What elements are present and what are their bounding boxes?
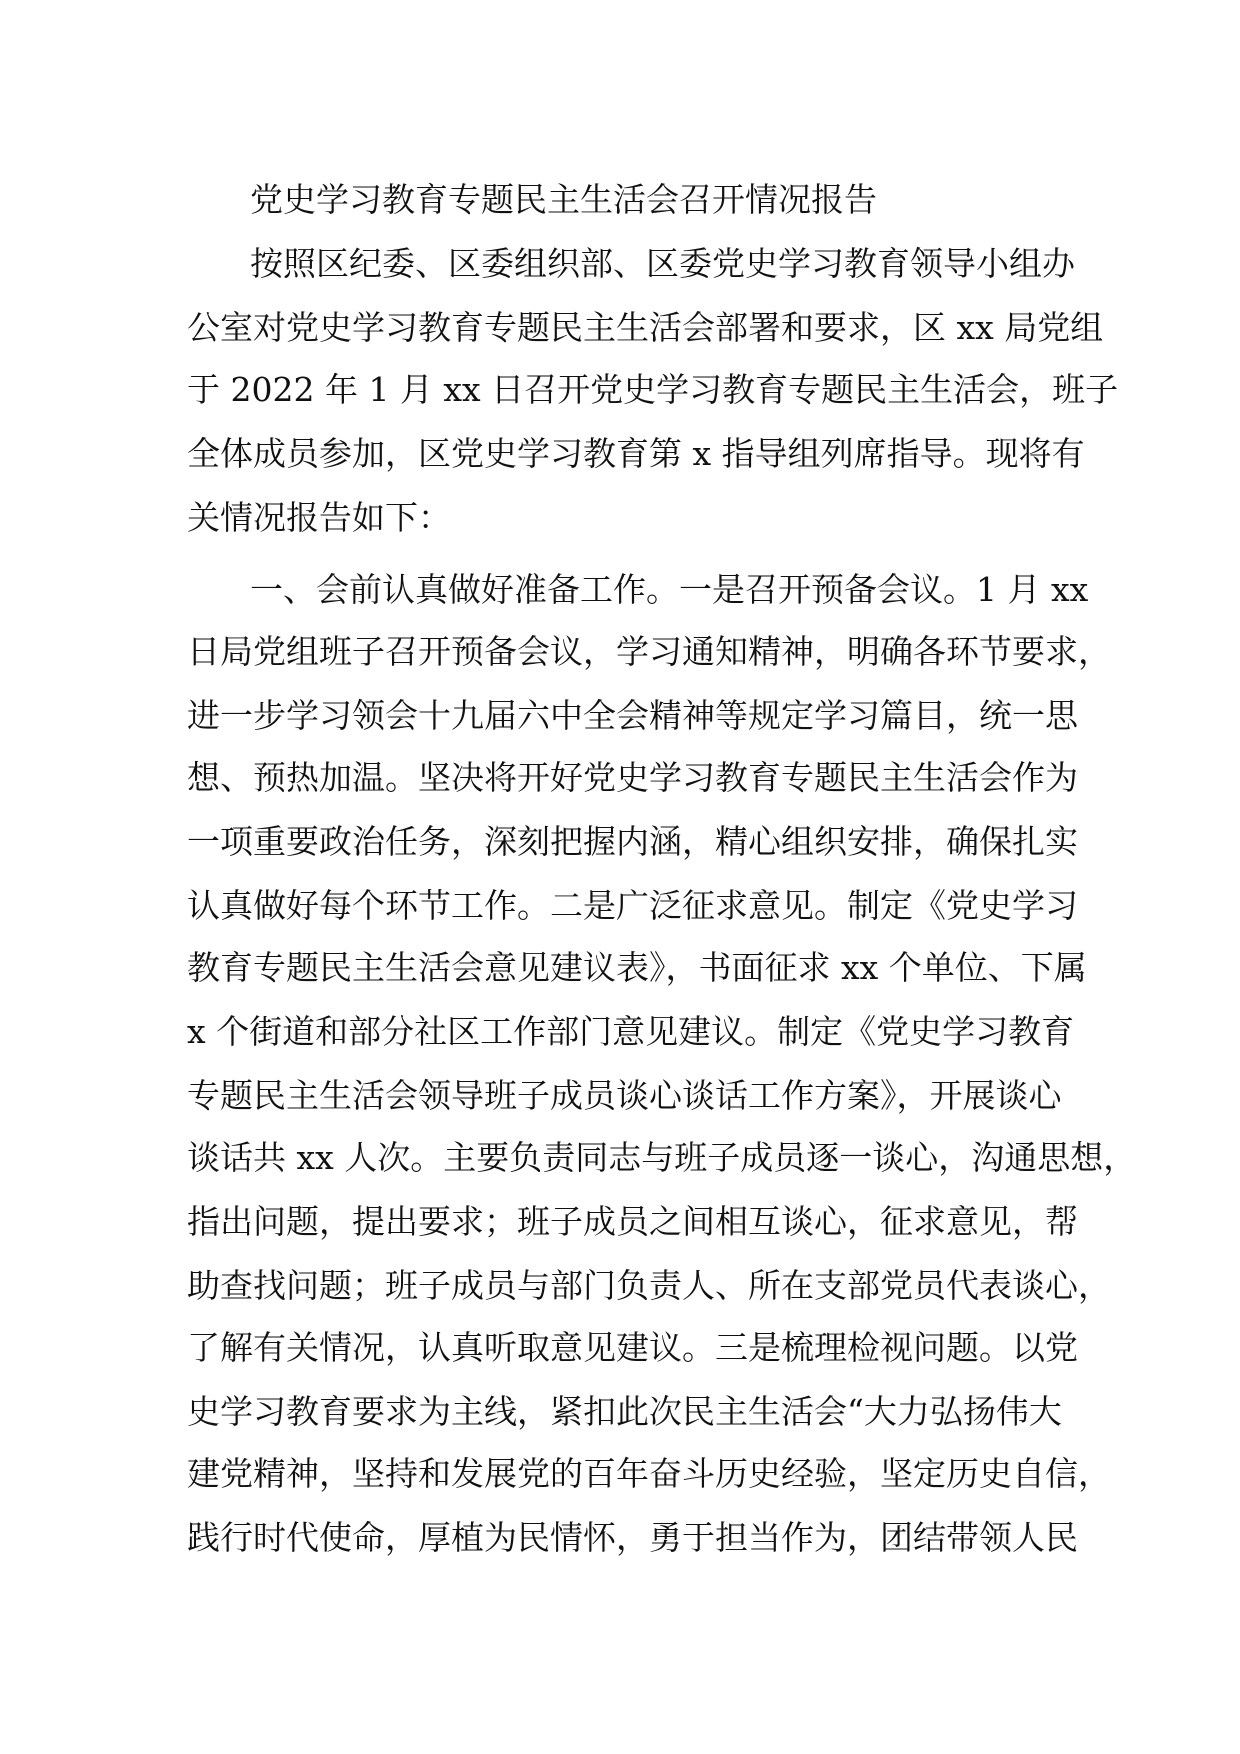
- paragraph-line: 指出问题，提出要求；班子成员之间相互谈心，征求意见，帮: [187, 1202, 1078, 1241]
- paragraph-line: 史学习教育要求为主线，紧扣此次民主生活会“大力弘扬伟大: [187, 1392, 1062, 1431]
- paragraph-line: 一项重要政治任务，深刻把握内涵，精心组织安排，确保扎实: [187, 822, 1078, 861]
- paragraph-line: 建党精神，坚持和发展党的百年奋斗历史经验，坚定历史自信，: [187, 1454, 1111, 1493]
- paragraph-line: 了解有关情况，认真听取意见建议。三是梳理检视问题。以党: [187, 1328, 1078, 1367]
- paragraph-line: 按照区纪委、区委组织部、区委党史学习教育领导小组办: [250, 244, 1075, 283]
- paragraph-line: 想、预热加温。坚决将开好党史学习教育专题民主生活会作为: [187, 758, 1078, 797]
- paragraph-line: 于 2022 年 1 月 xx 日召开党史学习教育专题民主生活会，班子: [187, 370, 1119, 409]
- document-title: 党史学习教育专题民主生活会召开情况报告: [250, 180, 877, 219]
- paragraph-line: 公室对党史学习教育专题民主生活会部署和要求，区 xx 局党组: [187, 308, 1104, 347]
- paragraph-line: 认真做好每个环节工作。二是广泛征求意见。制定《党史学习: [187, 886, 1078, 925]
- paragraph-line: 助查找问题；班子成员与部门负责人、所在支部党员代表谈心，: [187, 1266, 1111, 1305]
- paragraph-line: 一、会前认真做好准备工作。一是召开预备会议。1 月 xx: [250, 570, 1089, 609]
- paragraph-line: 谈话共 xx 人次。主要负责同志与班子成员逐一谈心，沟通思想，: [187, 1138, 1137, 1177]
- paragraph-line: 践行时代使命，厚植为民情怀，勇于担当作为，团结带领人民: [187, 1518, 1078, 1557]
- paragraph-line: 进一步学习领会十九届六中全会精神等规定学习篇目，统一思: [187, 696, 1078, 735]
- paragraph-line: 关情况报告如下：: [187, 498, 451, 537]
- paragraph-line: 专题民主生活会领导班子成员谈心谈话工作方案》，开展谈心: [187, 1076, 1062, 1115]
- paragraph-line: 教育专题民主生活会意见建议表》，书面征求 xx 个单位、下属: [187, 948, 1087, 987]
- paragraph-line: x 个街道和部分社区工作部门意见建议。制定《党史学习教育: [187, 1012, 1075, 1051]
- paragraph-line: 全体成员参加，区党史学习教育第 x 指导组列席指导。现将有: [187, 434, 1085, 473]
- paragraph-line: 日局党组班子召开预备会议，学习通知精神，明确各环节要求，: [187, 632, 1111, 671]
